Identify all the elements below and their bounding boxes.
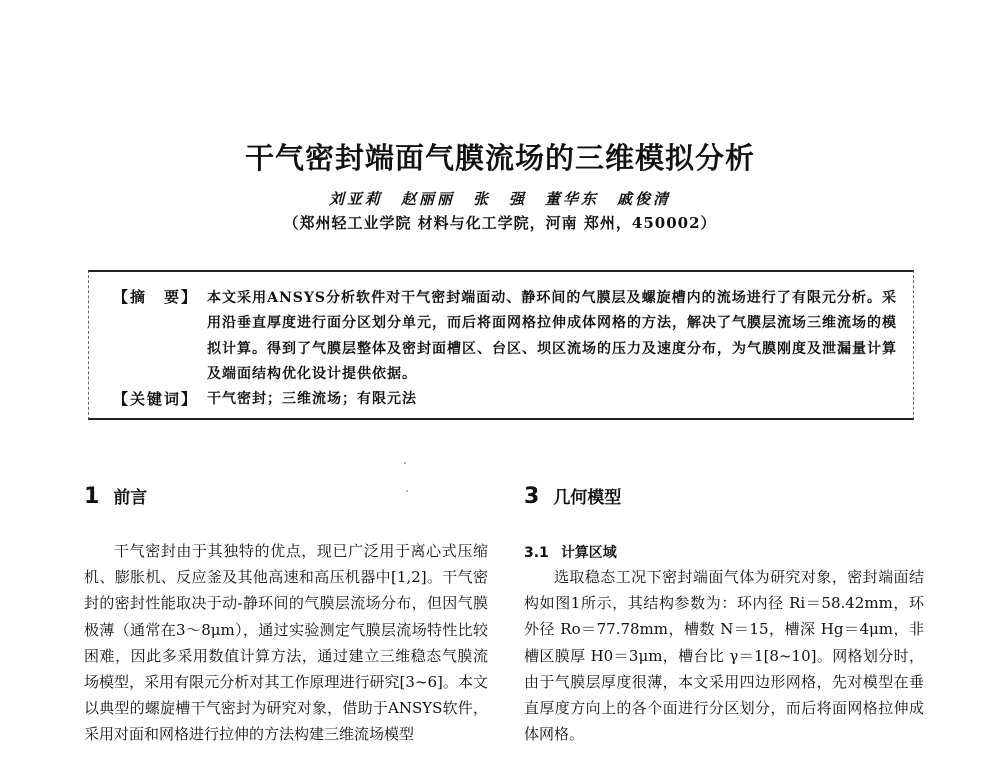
section-3-title: 几何模型 — [553, 488, 622, 508]
section-3-body — [524, 564, 924, 747]
keywords-text: 干气密封；三维流场；有限元法 — [207, 391, 417, 407]
section-3-paragraph: 选取稳态工况下密封端面气体为研究对象，密封端面结构如图1所示，其结构参数为：环内径 Ri＝58.42mm，环外径 Ro＝77.78mm，槽数 N＝15，槽深 Hg＝4μm，非槽区膜厚 H0＝3μm，槽台比 γ＝1[8~10]。网格划分时，由于气膜层厚度很薄，本文采用四边形网格，先对模型在垂直厚度方向上的各个面进行分区划分，而后将面网格拉伸成体网格。 — [524, 568, 924, 744]
paper-title: 干气密封端面气膜流场的三维模拟分析 — [244, 141, 755, 175]
scan-speck — [406, 490, 408, 492]
section-1-paragraph: 干气密封由于其独特的优点，现已广泛用于离心式压缩机、膨胀机、反应釜及其他高速和高压机器中[1,2]。干气密封的密封性能取决于动-静环间的气膜层流场分布，但因气膜极薄（通常在3～8μm），通过实验测定气膜层流场特性比较困难，因此多采用数值计算方法，通过建立三维稳态气膜流场模型，采用有限元分析对其工作原理进行研究[3~6]。本文以典型的螺旋槽干气密封为研究对象，借助于ANSYS软件，采用对面和网格进行拉伸的方法构建三维流场模型 — [84, 542, 488, 744]
section-1-body — [84, 538, 488, 748]
subsection-3-1-number: 3.1 — [524, 545, 549, 561]
abstract-text: 本文采用ANSYS分析软件对干气密封端面动、静环间的气膜层及螺旋槽内的流场进行了有限元分析。采用沿垂直厚度进行面分区划分单元，而后将面网格拉伸成体网格的方法，解决了气膜层流场三维流场的模拟计算。得到了气膜层整体及密封面槽区、台区、坝区流场的压力及速度分布，为气膜刚度及泄漏量计算及端面结构优化设计提供依据。 — [207, 290, 897, 383]
scan-speck — [404, 462, 406, 464]
section-1-title: 前言 — [113, 488, 148, 508]
keywords-label: 【关键词】 — [113, 390, 199, 408]
subsection-3-1-heading — [524, 542, 617, 562]
affiliation: （郑州轻工业学院 材料与化工学院，河南 郑州，450002） — [283, 214, 717, 232]
section-3-number: 3 — [524, 484, 540, 509]
section-1-heading — [84, 483, 147, 509]
abstract-box — [88, 270, 914, 420]
subsection-3-1-title: 计算区域 — [560, 545, 617, 561]
section-1-number: 1 — [84, 484, 100, 509]
abstract-label: 【摘 要】 — [113, 288, 199, 306]
author-list: 刘亚莉 赵丽丽 张 强 董华东 戚俊清 — [328, 190, 671, 208]
section-3-heading — [524, 483, 621, 509]
